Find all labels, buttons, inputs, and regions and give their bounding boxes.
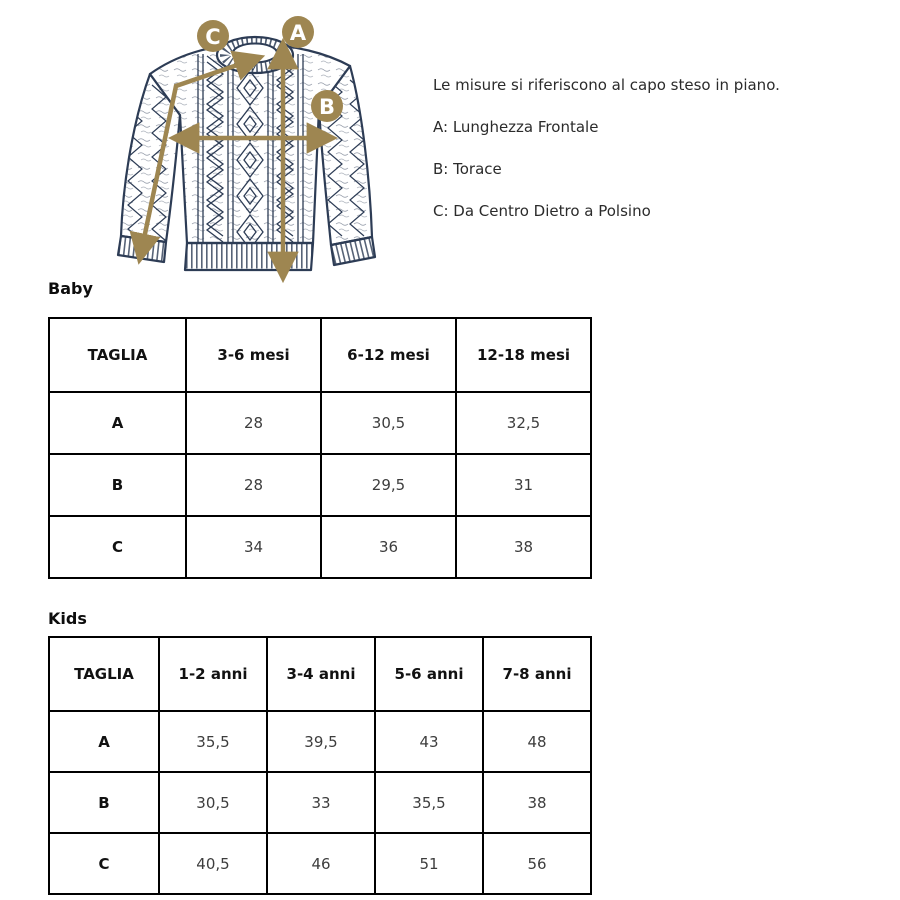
row-label: B bbox=[49, 454, 186, 516]
measure-badge-c bbox=[197, 20, 229, 52]
header-row bbox=[49, 318, 591, 392]
svg-text:B: B bbox=[318, 95, 336, 119]
measure-value: 46 bbox=[267, 833, 375, 894]
column-header: 5-6 anni bbox=[375, 637, 483, 711]
legend-item-a: A: Lunghezza Frontale bbox=[433, 118, 599, 136]
measure-value: 38 bbox=[456, 516, 591, 578]
measure-value: 29,5 bbox=[321, 454, 456, 516]
measure-value: 33 bbox=[267, 772, 375, 833]
sweater-diagram bbox=[100, 10, 400, 295]
measure-value: 32,5 bbox=[456, 392, 591, 454]
measure-value: 34 bbox=[186, 516, 321, 578]
table-row bbox=[49, 516, 591, 578]
row-label: C bbox=[49, 833, 159, 894]
measure-badge-b bbox=[311, 90, 343, 122]
table-row bbox=[49, 454, 591, 516]
measure-value: 51 bbox=[375, 833, 483, 894]
baby-table-section bbox=[48, 317, 592, 579]
column-header: 7-8 anni bbox=[483, 637, 591, 711]
legend-item-c: C: Da Centro Dietro a Polsino bbox=[433, 202, 651, 220]
legend-item-b: B: Torace bbox=[433, 160, 502, 178]
kids-table-section bbox=[48, 636, 592, 895]
column-header: TAGLIA bbox=[49, 637, 159, 711]
column-header: TAGLIA bbox=[49, 318, 186, 392]
table-row bbox=[49, 711, 591, 772]
column-header: 6-12 mesi bbox=[321, 318, 456, 392]
measure-value: 38 bbox=[483, 772, 591, 833]
measure-value: 40,5 bbox=[159, 833, 267, 894]
measure-value: 30,5 bbox=[321, 392, 456, 454]
column-header: 12-18 mesi bbox=[456, 318, 591, 392]
measure-value: 36 bbox=[321, 516, 456, 578]
sweater-illustration-icon bbox=[100, 10, 400, 295]
column-header: 1-2 anni bbox=[159, 637, 267, 711]
measure-value: 43 bbox=[375, 711, 483, 772]
kids-section-heading: Kids bbox=[48, 609, 87, 628]
kids-size-table bbox=[48, 636, 592, 895]
measure-badge-a bbox=[282, 16, 314, 48]
measure-legend bbox=[433, 76, 863, 244]
table-row bbox=[49, 772, 591, 833]
measure-value: 56 bbox=[483, 833, 591, 894]
row-label: A bbox=[49, 711, 159, 772]
table-row bbox=[49, 392, 591, 454]
measure-value: 35,5 bbox=[159, 711, 267, 772]
row-label: B bbox=[49, 772, 159, 833]
legend-intro: Le misure si riferiscono al capo steso in piano. bbox=[433, 76, 780, 94]
baby-section-heading: Baby bbox=[48, 279, 93, 298]
baby-size-table bbox=[48, 317, 592, 579]
measure-value: 31 bbox=[456, 454, 591, 516]
measure-value: 30,5 bbox=[159, 772, 267, 833]
column-header: 3-4 anni bbox=[267, 637, 375, 711]
table-row bbox=[49, 833, 591, 894]
header-row bbox=[49, 637, 591, 711]
measure-value: 48 bbox=[483, 711, 591, 772]
row-label: C bbox=[49, 516, 186, 578]
measure-value: 39,5 bbox=[267, 711, 375, 772]
row-label: A bbox=[49, 392, 186, 454]
svg-text:C: C bbox=[205, 25, 221, 49]
measure-value: 28 bbox=[186, 392, 321, 454]
svg-text:A: A bbox=[289, 21, 307, 45]
column-header: 3-6 mesi bbox=[186, 318, 321, 392]
measure-value: 35,5 bbox=[375, 772, 483, 833]
measure-value: 28 bbox=[186, 454, 321, 516]
